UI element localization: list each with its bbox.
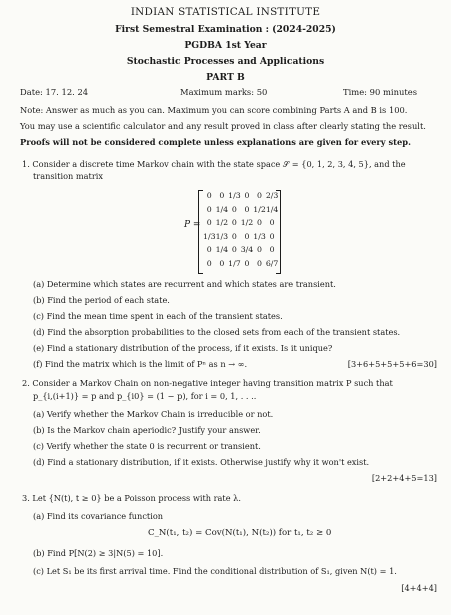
matrix-cell: 0 [244, 191, 250, 201]
max-marks: Maximum marks: 50 [180, 87, 268, 97]
covariance-formula: C_N(t₁, t₂) = Cov(N(t₁), N(t₂)) for t₁, t₂ ≥ 0 [148, 528, 332, 538]
matrix-row [203, 230, 278, 244]
part-title: PART B [206, 72, 245, 83]
matrix-cell: 0 [257, 191, 263, 201]
note-line-1: Note: Answer as much as you can. Maximum you can score combining Parts A and B is 100. [20, 105, 408, 115]
matrix-row [203, 257, 278, 271]
matrix-cell: 1/3 [203, 231, 216, 241]
q2-part-c: (c) Verify whether the state 0 is recurrent or transient. [33, 441, 261, 451]
matrix-cell: 6/7 [265, 258, 279, 268]
q3-statement: 3. Let {N(t), t ≥ 0} be a Poisson process with rate λ. [22, 493, 241, 503]
matrix-label: P = [184, 220, 201, 230]
matrix-cell: 0 [206, 218, 212, 228]
q1-part-e: (e) Find a stationary distribution of the process, if it exists. Is it unique? [33, 343, 333, 353]
q1-statement-cont: transition matrix [33, 171, 103, 181]
matrix-cell: 0 [269, 231, 275, 241]
matrix-cell: 1/4 [265, 204, 279, 214]
q1-part-f: (f) Find the matrix which is the limit of Pⁿ as n → ∞. [33, 359, 248, 369]
matrix-cell: 0 [219, 258, 225, 268]
exam-date: Date: 17. 12. 24 [20, 87, 89, 97]
q2-statement: 2. Consider a Markov Chain on non-negative integer having transition matrix P such that [22, 378, 393, 388]
q2-part-b: (b) Is the Markov chain aperiodic? Justify your answer. [33, 425, 261, 435]
matrix-row [203, 189, 278, 203]
matrix-cell: 0 [206, 204, 212, 214]
matrix-cell: 1/2 [253, 204, 266, 214]
matrix-cell: 1/7 [228, 258, 241, 268]
matrix-row [203, 216, 278, 230]
q1-statement: 1. Consider a discrete time Markov chain with the state space 𝒮 = {0, 1, 2, 3, 4, 5}, and the [22, 159, 406, 169]
matrix-cell: 0 [231, 218, 237, 228]
program-title: PGDBA 1st Year [184, 40, 267, 51]
matrix-cell: 0 [257, 218, 263, 228]
matrix-cell: 0 [231, 204, 237, 214]
q1-part-c: (c) Find the mean time spent in each of the transient states. [33, 311, 283, 321]
q1-part-d: (d) Find the absorption probabilities to the closed sets from each of the transient states. [33, 327, 401, 337]
q3-part-c: (c) Let S₁ be its first arrival time. Find the conditional distribution of S₁, given N(t) = 1. [33, 566, 397, 576]
matrix-cell: 1/3 [228, 191, 241, 201]
q2-statement-cont: p_{i,(i+1)} = p and p_{i0} = (1 − p), for i = 0, 1, . . .. [33, 391, 257, 401]
exam-title: First Semestral Examination : (2024-2025) [115, 24, 336, 35]
matrix-row [203, 243, 278, 257]
transition-matrix [203, 189, 278, 270]
institute-title: INDIAN STATISTICAL INSTITUTE [130, 6, 321, 18]
matrix-cell: 0 [219, 191, 225, 201]
matrix-cell: 0 [206, 191, 212, 201]
matrix-cell: 1/3 [215, 231, 229, 241]
matrix-cell: 0 [231, 231, 237, 241]
q2-part-a: (a) Verify whether the Markov Chain is irreducible or not. [33, 409, 274, 419]
matrix-cell: 3/4 [240, 245, 254, 255]
matrix-cell: 0 [206, 245, 212, 255]
matrix-cell: 0 [244, 258, 250, 268]
matrix-cell: 0 [269, 218, 275, 228]
q3-part-a: (a) Find its covariance function [33, 511, 164, 521]
matrix-cell: 0 [269, 245, 275, 255]
matrix-cell: 1/4 [215, 245, 229, 255]
matrix-cell: 0 [257, 245, 263, 255]
matrix-cell: 2/3 [265, 191, 279, 201]
q1-marks: [3+6+5+5+5+6=30] [347, 359, 437, 369]
q1-part-a: (a) Determine which states are recurrent and which states are transient. [33, 279, 336, 289]
q1-part-b: (b) Find the period of each state. [33, 295, 170, 305]
q3-part-b: (b) Find P[N(2) ≥ 3|N(5) = 10]. [33, 548, 164, 558]
matrix-cell: 0 [257, 258, 263, 268]
matrix-cell: 0 [231, 245, 237, 255]
q2-marks: [2+2+4+5=13] [371, 473, 437, 483]
course-title: Stochastic Processes and Applications [126, 56, 325, 67]
matrix-cell: 1/3 [253, 231, 266, 241]
exam-time: Time: 90 minutes [343, 87, 417, 97]
matrix-cell: 1/2 [240, 218, 254, 228]
note-line-2: You may use a scientific calculator and any result proved in class after clearly stating the result. [20, 121, 426, 131]
matrix-cell: 1/2 [215, 218, 229, 228]
q2-part-d: (d) Find a stationary distribution, if it exists. Otherwise justify why it won't exist. [33, 457, 370, 467]
note-line-3: Proofs will not be considered complete unless explanations are given for every step. [20, 137, 411, 147]
matrix-cell: 0 [206, 258, 212, 268]
q3-marks: [4+4+4] [401, 583, 437, 593]
matrix-cell: 1/4 [215, 204, 229, 214]
matrix-cell: 0 [244, 231, 250, 241]
matrix-row [203, 203, 278, 217]
matrix-cell: 0 [244, 204, 250, 214]
